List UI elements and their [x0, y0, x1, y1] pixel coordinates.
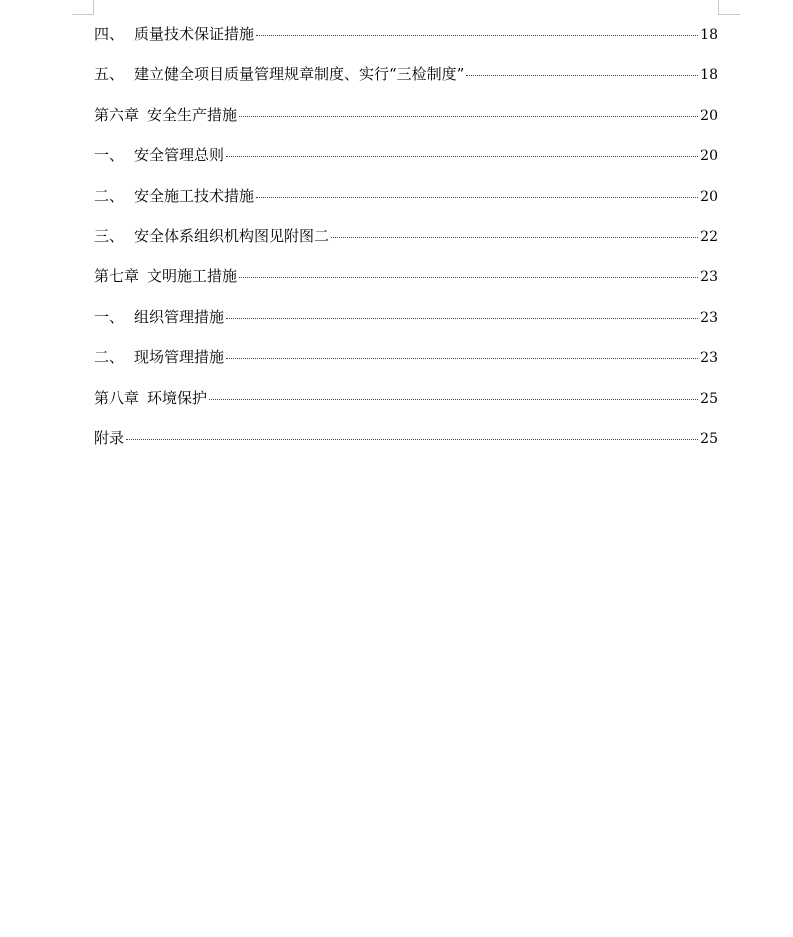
- toc-entry-number: 三、: [94, 226, 125, 245]
- toc-entry-page: 18: [700, 27, 718, 43]
- toc-leader-dots: [466, 75, 698, 76]
- toc-leader-dots: [226, 318, 698, 319]
- toc-entry-number: 五、: [94, 65, 125, 84]
- toc-leader-dots: [239, 116, 698, 117]
- toc-entry-page: 23: [700, 350, 718, 367]
- toc-leader-dots: [226, 358, 698, 359]
- toc-entry-number: 第七章: [94, 267, 140, 286]
- toc-entry-number: 一、: [94, 146, 125, 165]
- toc-entry[interactable]: [94, 264, 718, 304]
- page-corner-mark-top-right: [718, 0, 719, 14]
- toc-entry-title: 建立健全项目质量管理规章制度、实行“三检制度”: [134, 65, 465, 84]
- toc-entry[interactable]: [94, 305, 718, 345]
- toc-entry-title: 安全管理总则: [134, 146, 225, 165]
- toc-entry-number: 四、: [94, 25, 125, 43]
- toc-entry[interactable]: [94, 62, 718, 102]
- toc-leader-dots: [256, 35, 698, 36]
- toc-entry-title: 现场管理措施: [134, 348, 225, 367]
- toc-entry-number: 第八章: [94, 388, 140, 407]
- page-corner-mark-top-left: [72, 14, 94, 15]
- table-of-contents: [94, 22, 718, 466]
- toc-entry-page: 20: [700, 107, 718, 124]
- toc-entry[interactable]: [94, 184, 718, 224]
- toc-entry-page: 22: [700, 228, 718, 245]
- toc-entry-page: 25: [700, 430, 718, 447]
- toc-entry[interactable]: [94, 103, 718, 143]
- toc-entry[interactable]: [94, 22, 718, 62]
- toc-entry-page: 25: [700, 390, 718, 407]
- toc-entry-number: 二、: [94, 186, 125, 205]
- toc-entry[interactable]: [94, 345, 718, 385]
- toc-leader-dots: [239, 277, 698, 278]
- toc-entry-title: 质量技术保证措施: [134, 25, 255, 43]
- toc-entry[interactable]: [94, 224, 718, 264]
- toc-entry-title: 附录: [94, 428, 125, 447]
- toc-entry-page: 23: [700, 309, 718, 326]
- toc-entry-page: 23: [700, 269, 718, 286]
- toc-entry-page: 20: [700, 148, 718, 165]
- toc-entry-number: 二、: [94, 348, 125, 367]
- toc-entry-page: 18: [700, 67, 718, 84]
- toc-leader-dots: [256, 197, 698, 198]
- toc-entry[interactable]: [94, 386, 718, 426]
- toc-entry-title: 安全生产措施: [147, 105, 238, 124]
- toc-entry-number: 一、: [94, 307, 125, 326]
- toc-entry-title: 安全体系组织机构图见附图二: [134, 226, 330, 245]
- toc-leader-dots: [126, 439, 698, 440]
- toc-leader-dots: [226, 156, 698, 157]
- toc-entry-title: 组织管理措施: [134, 307, 225, 326]
- toc-entry[interactable]: [94, 143, 718, 183]
- toc-entry-title: 环境保护: [147, 388, 208, 407]
- toc-leader-dots: [331, 237, 698, 238]
- page-corner-mark-top-right: [718, 14, 740, 15]
- toc-leader-dots: [209, 399, 698, 400]
- toc-entry-title: 安全施工技术措施: [134, 186, 255, 205]
- page-corner-mark-top-left: [93, 0, 94, 14]
- toc-entry-number: 第六章: [94, 105, 140, 124]
- toc-entry-page: 20: [700, 188, 718, 205]
- toc-entry-title: 文明施工措施: [147, 267, 238, 286]
- toc-entry[interactable]: [94, 426, 718, 466]
